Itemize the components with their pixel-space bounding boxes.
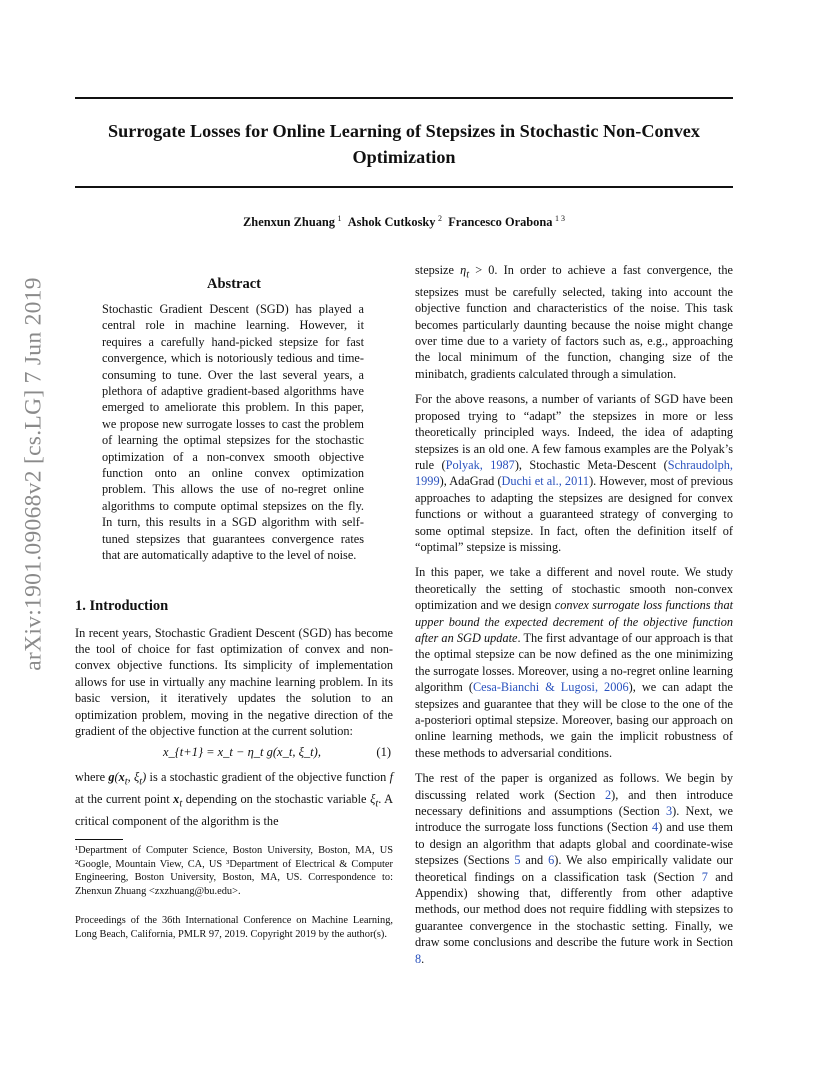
author-name[interactable]: Francesco Orabona (448, 215, 553, 230)
equation-body: x_{t+1} = x_t − η_t g(x_t, ξ_t), (163, 745, 321, 760)
left-column (75, 270, 393, 941)
math-inline: f (389, 770, 394, 785)
author-list (75, 214, 733, 230)
section-link[interactable]: 5 (514, 853, 521, 868)
text-fragment: ), AdaGrad ( (439, 474, 502, 489)
citation-link[interactable]: Duchi et al., 2011 (501, 474, 590, 489)
text-fragment: ), we can adapt the stepsizes and guarantee that they will be close to the one of the a-posteriori optimal stepsize. Moreover, basing our approach on online learning methods, we gain the implicit robustness of these methods to adversarial conditions. (415, 680, 733, 760)
proceedings-note: Proceedings of the 36th International Conference on Machine Learning, Long Beach, California, PMLR 97, 2019. Copyright 2019 by the author(s). (75, 915, 393, 940)
paper-title (75, 118, 733, 170)
emphasis-text: convex surrogate loss functions that upper bound the expected decrement of the objective function after an SGD update (415, 598, 734, 645)
author-name[interactable]: Ashok Cutkosky (347, 215, 436, 230)
text-fragment: ). Next, we introduce the surrogate loss functions (Section (415, 804, 733, 835)
right-column (415, 262, 733, 976)
section-link[interactable]: 4 (652, 820, 659, 835)
equation-number: (1) (376, 745, 391, 760)
text-fragment: ), Stochastic Meta-Descent ( (514, 457, 668, 472)
equation-1 (75, 739, 393, 769)
text-fragment: depending on the stochastic variable (185, 792, 367, 807)
math-inline: $g(x_t$, $\xi_t$) (108, 770, 147, 788)
text-fragment: ). We also empirically validate our theoretical findings on a classification task (Section (415, 853, 734, 884)
right-paragraph-4 (415, 770, 733, 967)
text-fragment: . A critical component of the algorithm is the (75, 792, 394, 829)
section-link[interactable]: 7 (701, 869, 708, 884)
intro-paragraph-2 (75, 769, 393, 829)
title-bottom-rule (75, 186, 733, 188)
footnote-affiliations: ¹Department of Computer Science, Boston University, Boston, MA, US ²Google, Mountain View, CA, US ³Department of Electrical & Computer Engineering, Boston University, Boston, MA, US. Correspondence to: Zhenxun Zhuang <zxzhuang@bu.edu>. (75, 845, 393, 897)
section-link[interactable]: 3 (665, 804, 673, 819)
text-fragment: at the current point (75, 792, 170, 807)
text-fragment: For the above reasons, a number of variants of SGD have been proposed trying to “adapt” the stepsizes in more or less theoretically principled ways. Indeed, the idea of adapting stepsizes is an old one. A few famous examples are the Polyak’s rule ( (415, 392, 733, 472)
text-fragment: ) and use them to design an algorithm that adapts global and coordinate-wise stepsizes (Sections (415, 820, 733, 868)
author-affiliation: 1 (337, 214, 342, 223)
section-link[interactable]: 8 (415, 951, 422, 966)
footnote-rule (75, 839, 123, 840)
text-fragment: where (75, 770, 106, 785)
title-line-1: Surrogate Losses for Online Learning of Stepsizes in Stochastic Non-Convex (108, 121, 700, 141)
math-inline: $x_t$ (173, 792, 183, 810)
text-fragment: ). However, most of previous approaches to adapting the stepsizes are designed for convex functions or without a guaranteed strategy of converging to some optimal stepsize. In fact, often the definition itself of “optimal” stepsize is missing. (415, 474, 733, 554)
math-inline: $\xi_t$ (370, 792, 379, 810)
math-inline: $\eta_t$ (460, 263, 470, 281)
right-paragraph-2 (415, 391, 733, 555)
text-fragment: . The first advantage of our approach is that the optimal stepsize can be now defined as the one minimizing the surrogate losses. Moreover, using a no-regret online learning algorithm ( (415, 630, 733, 695)
section-heading-introduction: 1. Introduction (75, 597, 169, 614)
section-link[interactable]: 6 (548, 853, 555, 868)
author-affiliation: 2 (437, 214, 442, 223)
right-paragraph-3 (415, 564, 733, 761)
text-fragment: . (421, 951, 425, 966)
citation-link[interactable]: Schraudolph, 1999 (415, 457, 733, 489)
text-fragment: ), and then introduce necessary definitions and assumptions (Section (415, 787, 733, 819)
text-fragment: is a stochastic gradient of the objective function (149, 770, 387, 785)
citation-link[interactable]: Polyak, 1987 (445, 457, 515, 472)
right-paragraph-1 (415, 262, 733, 382)
text-fragment: > 0. In order to achieve a fast convergence, the stepsizes must be carefully selected, taking into account the objective function and characteristics of the noise. This task becomes particularly daunting because the noise might change over time due to a variety of factors such as, e.g., approaching the local minimum of the function, changing size of the minibatch, gradients calculated through a simulation. (415, 263, 734, 381)
citation-link[interactable]: Cesa-Bianchi & Lugosi, 2006 (472, 680, 629, 695)
section-link[interactable]: 2 (605, 787, 612, 802)
abstract-heading: Abstract (207, 276, 261, 292)
author-name[interactable]: Zhenxun Zhuang (243, 215, 335, 230)
text-fragment: and Appendix) showing that, differently from other adaptive methods, our method does not require fiddling with stepsizes to guarantee convergence in the stochastic setting. Finally, we draw some conclusions and describe the future work in Section (415, 869, 733, 950)
author-affiliation: 1 3 (554, 214, 565, 223)
text-fragment: In this paper, we take a different and novel route. We study theoretically the setting of stochastic smooth non-convex optimization and we design (415, 565, 733, 613)
text-fragment: The rest of the paper is organized as follows. We begin by discussing related work (Section (415, 771, 733, 802)
abstract-text: Stochastic Gradient Descent (SGD) has played a central role in machine learning. However, it requires a carefully hand-picked stepsize for fast convergence, which is notoriously tedious and time-consuming to tune. Over the last several years, a plethora of adaptive gradient-based algorithms have emerged to ameliorate this problem. In this paper, we propose new surrogate losses to cast the problem of learning the optimal stepsizes for the stochastic optimization of a non-convex smooth objective function onto an online convex optimization problem. This allows the use of no-regret online algorithms to compute optimal stepsizes on the fly. In turn, this results in a SGD algorithm with self-tuned stepsizes that guarantees convergence rates that are automatically adaptive to the level of noise. (102, 302, 364, 563)
text-fragment: and (520, 853, 549, 868)
title-line-2: Optimization (352, 147, 456, 167)
title-top-rule (75, 97, 733, 99)
arxiv-identifier[interactable]: arXiv:1901.09068v2 [cs.LG] 7 Jun 2019 (20, 277, 47, 671)
text-fragment: stepsize (415, 263, 454, 277)
intro-paragraph-1: In recent years, Stochastic Gradient Descent (SGD) has become the tool of choice for fast optimization of convex and non-convex objective functions. Its simplicity of implementation allows for use in virtually any machine learning problem. In its basic version, it iteratively updates the solution to an optimization problem, moving in the negative direction of the gradient of the objective function at the current solution: (75, 625, 393, 738)
